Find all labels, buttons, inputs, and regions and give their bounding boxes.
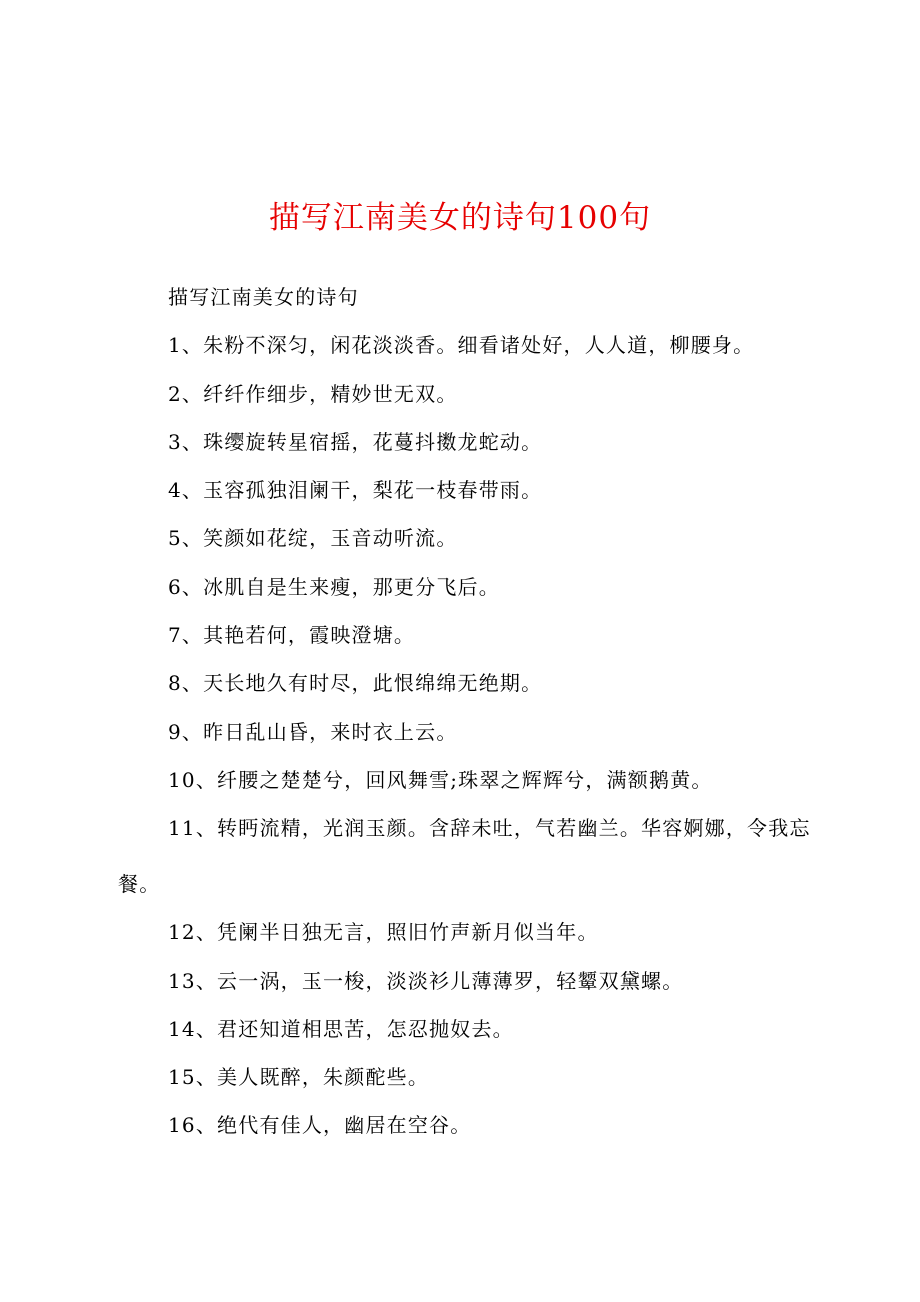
poem-line: 5、笑颜如花绽，玉音动听流。 [168,526,458,551]
poem-line: 16、绝代有佳人，幽居在空谷。 [168,1113,472,1138]
poem-line: 8、天长地久有时尽，此恨绵绵无绝期。 [168,671,543,696]
subheading: 描写江南美女的诗句 [168,285,359,309]
document-title: 描写江南美女的诗句100句 [268,200,652,236]
poem-line: 1、朱粉不深匀，闲花淡淡香。细看诸处好，人人道，柳腰身。 [168,333,755,358]
poem-line: 15、美人既醉，朱颜酡些。 [168,1065,430,1090]
poem-line: 13、云一涡，玉一梭，淡淡衫儿薄薄罗，轻颦双黛螺。 [168,968,684,993]
poem-line: 7、其艳若何，霞映澄塘。 [168,623,416,648]
poem-line: 4、玉容孤独泪阑干，梨花一枝春带雨。 [168,478,543,503]
poem-line: 6、冰肌自是生来瘦，那更分飞后。 [168,574,500,599]
poem-line: 9、昨日乱山昏，来时衣上云。 [168,719,458,744]
poem-line: 2、纤纤作细步，精妙世无双。 [168,381,458,406]
poem-line: 11、转眄流精，光润玉颜。含辞未吐，气若幽兰。华容婀娜，令我忘餐。 [118,816,811,897]
poem-line: 10、纤腰之楚楚兮，回风舞雪;珠翠之辉辉兮，满额鹅黄。 [168,767,713,792]
poem-line: 3、珠缨旋转星宿摇，花蔓抖擞龙蛇动。 [168,429,543,454]
poem-line: 12、凭阑半日独无言，照旧竹声新月似当年。 [168,920,599,945]
document-body [118,281,820,1158]
poem-line: 14、君还知道相思苦，怎忍抛奴去。 [168,1016,514,1041]
